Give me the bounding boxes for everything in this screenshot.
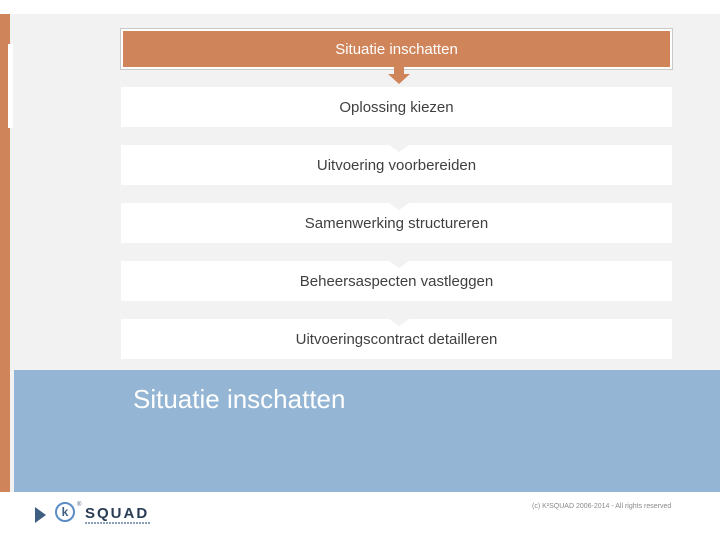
logo-circle-icon <box>55 502 75 522</box>
banner-title: Situatie inschatten <box>133 384 346 414</box>
step-notch <box>389 145 409 152</box>
logo-tagline <box>85 522 151 524</box>
step-oplossing-kiezen[interactable] <box>121 87 672 127</box>
arrow-down-icon-stem <box>394 66 404 74</box>
logo-superscript: ® <box>77 502 82 508</box>
step-label: Samenwerking structureren <box>304 214 489 232</box>
logo-name: SQUAD <box>85 505 150 522</box>
play-icon <box>35 507 46 523</box>
step-situatie-inschatten[interactable] <box>121 29 672 69</box>
step-notch <box>389 319 409 326</box>
section-banner <box>14 370 720 492</box>
step-label: Beheersaspecten vastleggen <box>299 272 494 290</box>
step-label: Uitvoeringscontract detailleren <box>295 330 498 348</box>
step-label: Situatie inschatten <box>335 40 458 58</box>
arrow-down-icon <box>388 74 410 84</box>
copyright-text: (c) K²SQUAD 2006-2014 - All rights reserved <box>532 503 672 510</box>
company-logo <box>55 502 155 528</box>
step-notch <box>389 261 409 268</box>
step-label: Oplossing kiezen <box>339 98 454 116</box>
logo-mark: k <box>61 505 69 519</box>
step-label: Uitvoering voorbereiden <box>316 156 477 174</box>
accent-bar-notch <box>8 44 13 128</box>
step-notch <box>389 203 409 210</box>
